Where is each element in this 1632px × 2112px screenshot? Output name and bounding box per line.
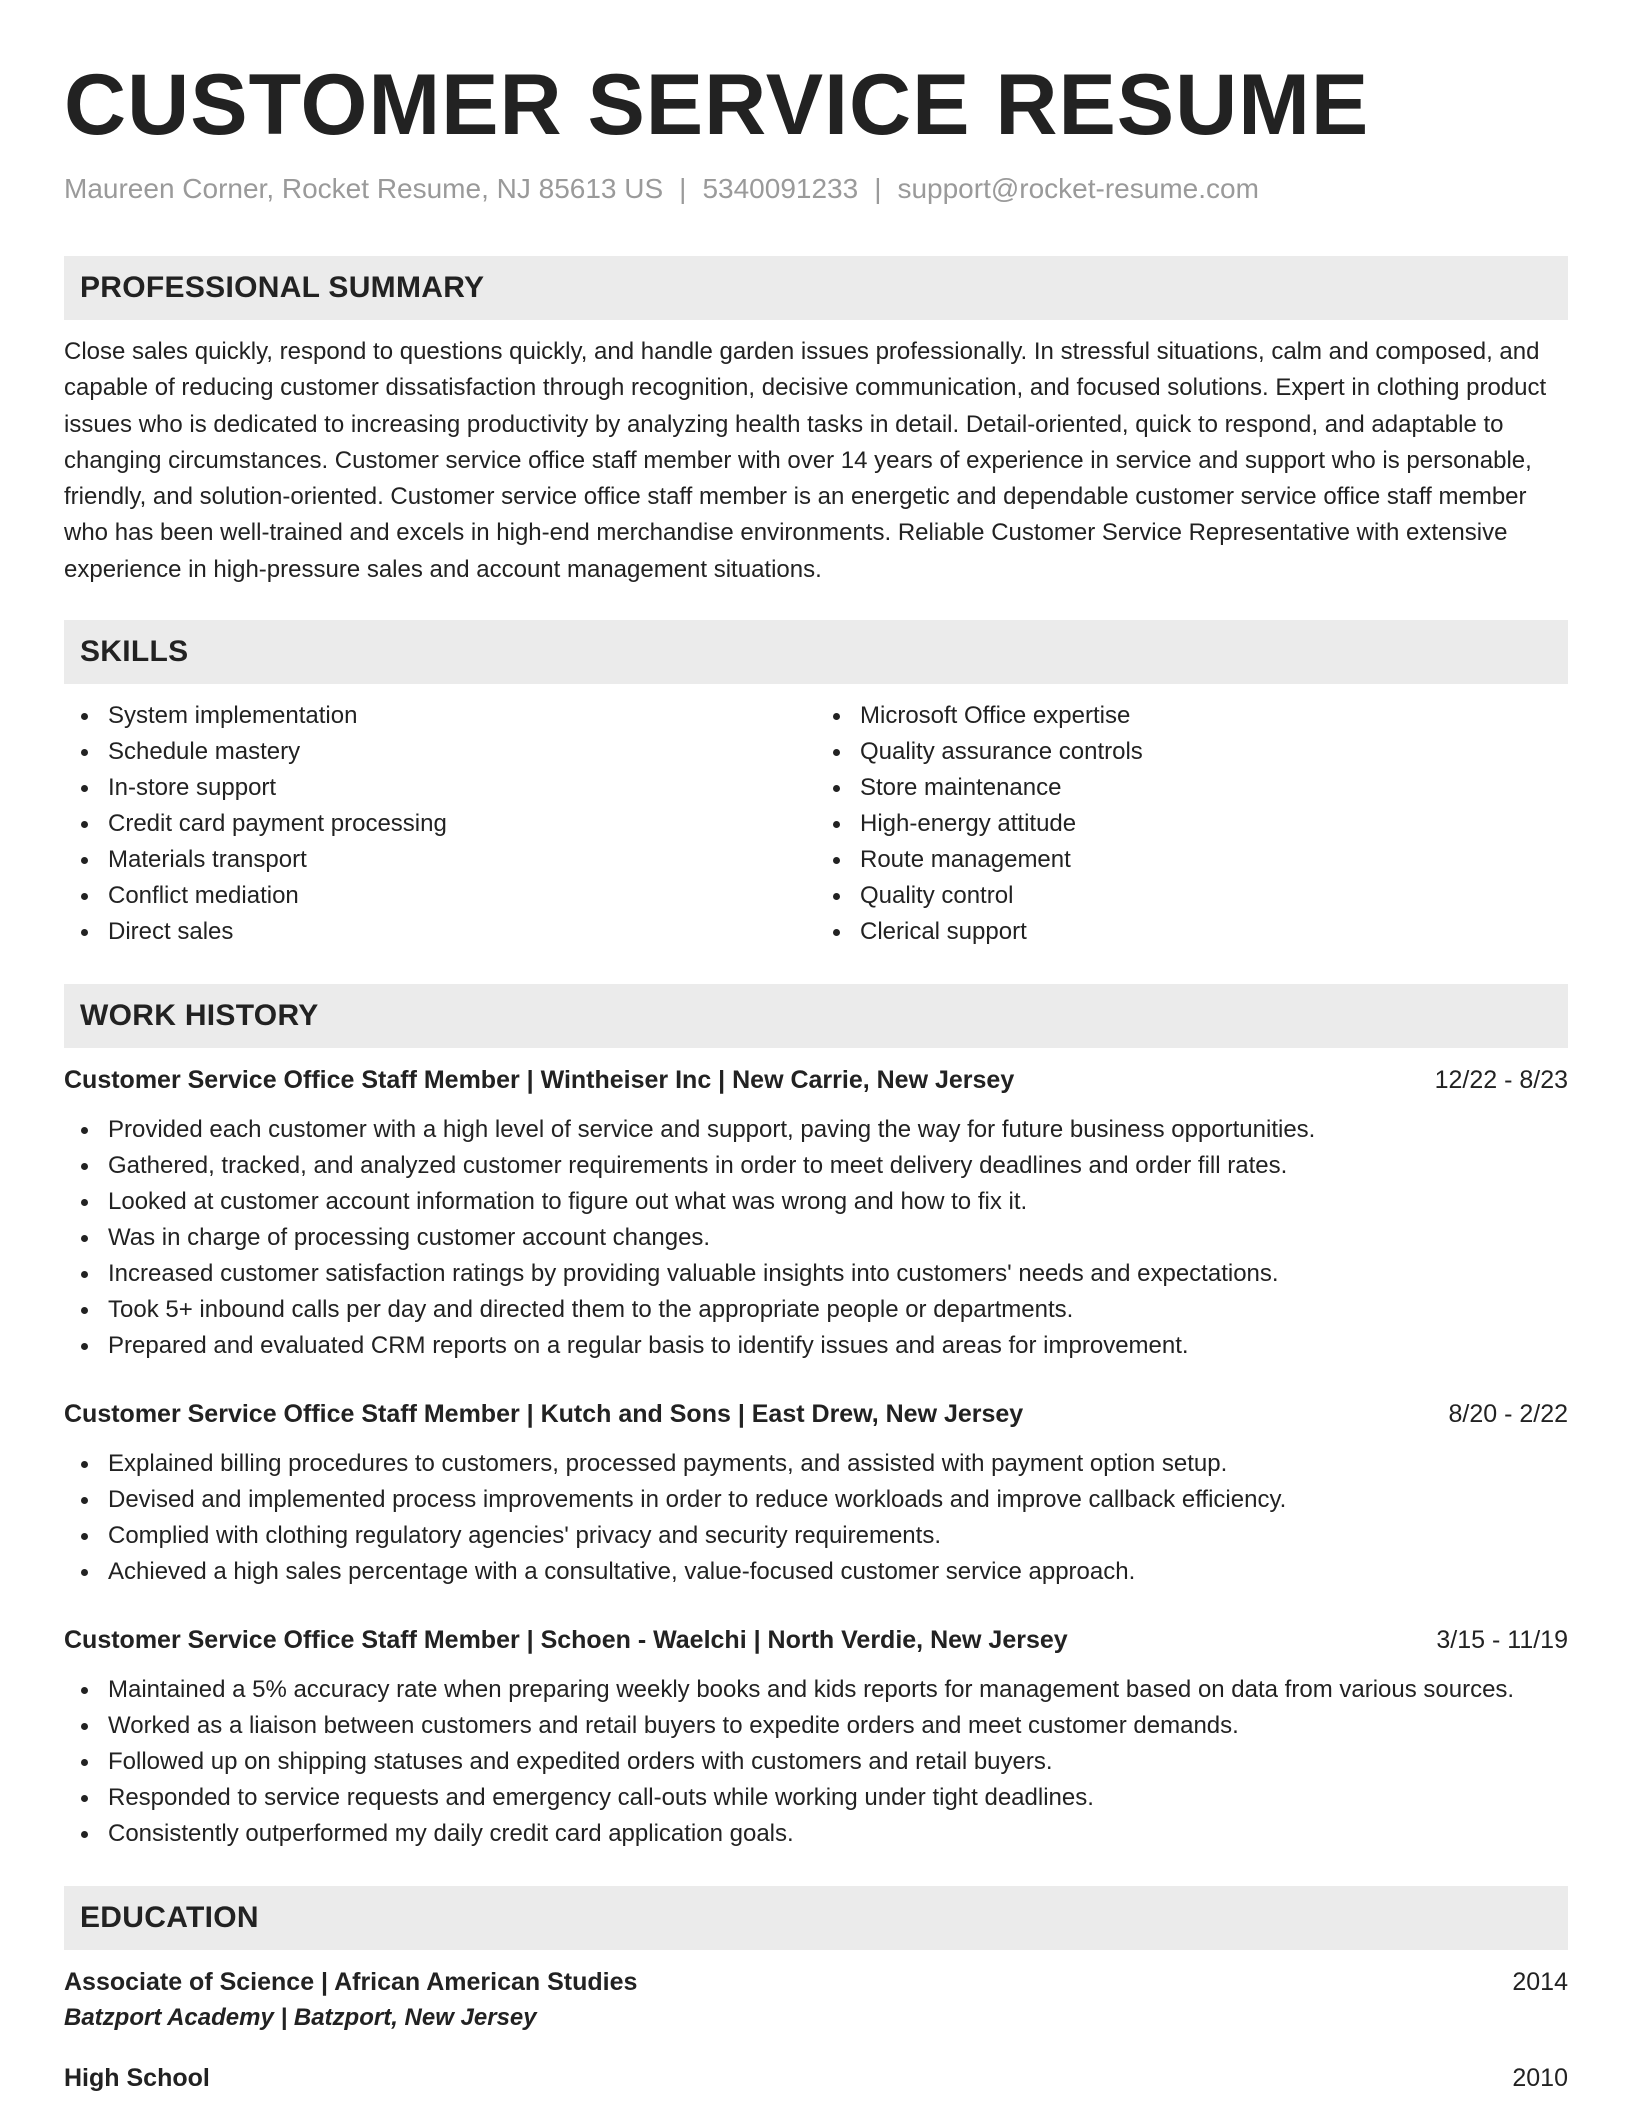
job-entry: [64, 1622, 1568, 1852]
section-header-skills: [64, 620, 1568, 684]
job-dates: 12/22 - 8/23: [1434, 1066, 1568, 1095]
skill-item: System implementation: [64, 698, 816, 734]
section-title-summary: PROFESSIONAL SUMMARY: [80, 271, 485, 304]
education-header: [64, 1964, 1568, 2000]
skills-column-left: [64, 698, 816, 950]
summary-text: Close sales quickly, respond to questions quickly, and handle garden issues professionally. In stressful situations, calm and composed, and capable of reducing customer dissatisfaction through recognition, decisive communication, and focused solutions. Expert in clothing product issues who is dedicated to increasing productivity by analyzing health tasks in detail. Detail-oriented, quick to respond, and adaptable to changing circumstances. Customer service office staff member with over 14 years of experience in service and support who is personable, friendly, and solution-oriented. Customer service office staff member is an energetic and dependable customer service office staff member who has been well-trained and excels in high-end merchandise environments. Reliable Customer Service Representative with extensive experience in high-pressure sales and account management situations.: [64, 338, 1547, 583]
job-bullet: Was in charge of processing customer account changes.: [64, 1220, 1568, 1256]
section-header-education: [64, 1886, 1568, 1950]
skill-item: In-store support: [64, 770, 816, 806]
job-bullet: Devised and implemented process improvements in order to reduce workloads and improve callback efficiency.: [64, 1482, 1568, 1518]
skill-item: Store maintenance: [816, 770, 1568, 806]
skill-item: Quality assurance controls: [816, 734, 1568, 770]
job-bullets: [64, 1112, 1568, 1364]
contact-phone: 5340091233: [702, 173, 859, 204]
skills-column-right: [816, 698, 1568, 950]
skill-item: Materials transport: [64, 842, 816, 878]
job-header: [64, 1396, 1568, 1432]
job-title: Customer Service Office Staff Member | Kutch and Sons | East Drew, New Jersey: [64, 1400, 1024, 1429]
skill-item: Credit card payment processing: [64, 806, 816, 842]
section-title-skills: SKILLS: [80, 635, 189, 669]
education-entry: [64, 1964, 1568, 2036]
job-bullet: Prepared and evaluated CRM reports on a regular basis to identify issues and areas for improvement.: [64, 1328, 1568, 1364]
skill-item: Clerical support: [816, 914, 1568, 950]
education-year: 2014: [1512, 1968, 1568, 1997]
section-title-work: WORK HISTORY: [80, 999, 319, 1033]
education-year: 2010: [1512, 2064, 1568, 2093]
job-bullet: Gathered, tracked, and analyzed customer requirements in order to meet delivery deadlines and order fill rates.: [64, 1148, 1568, 1184]
job-title: Customer Service Office Staff Member | Schoen - Waelchi | North Verdie, New Jersey: [64, 1626, 1068, 1655]
job-bullet: Worked as a liaison between customers and retail buyers to expedite orders and meet customer demands.: [64, 1708, 1568, 1744]
job-bullet: Increased customer satisfaction ratings by providing valuable insights into customers' needs and expectations.: [64, 1256, 1568, 1292]
section-header-summary: [64, 256, 1568, 320]
job-entry: [64, 1396, 1568, 1590]
contact-separator: |: [679, 173, 687, 204]
skill-item: Route management: [816, 842, 1568, 878]
job-bullets: [64, 1446, 1568, 1590]
job-bullet: Explained billing procedures to customers, processed payments, and assisted with payment option setup.: [64, 1446, 1568, 1482]
job-bullet: Took 5+ inbound calls per day and directed them to the appropriate people or departments.: [64, 1292, 1568, 1328]
skill-item: Conflict mediation: [64, 878, 816, 914]
education-entry: [64, 2060, 1568, 2096]
resume-title: CUSTOMER SERVICE RESUME: [64, 57, 1370, 153]
education-school: Batzport Academy | Batzport, New Jersey: [64, 2004, 537, 2032]
contact-address: Maureen Corner, Rocket Resume, NJ 85613 US: [64, 173, 664, 204]
job-bullet: Maintained a 5% accuracy rate when preparing weekly books and kids reports for management based on data from various sources.: [64, 1672, 1568, 1708]
job-bullet: Looked at customer account information to figure out what was wrong and how to fix it.: [64, 1184, 1568, 1220]
contact-separator: |: [874, 173, 882, 204]
education-header: [64, 2060, 1568, 2096]
job-bullet: Followed up on shipping statuses and expedited orders with customers and retail buyers.: [64, 1744, 1568, 1780]
skill-item: Quality control: [816, 878, 1568, 914]
section-header-work: [64, 984, 1568, 1048]
contact-line: [64, 172, 1568, 206]
skill-item: Direct sales: [64, 914, 816, 950]
job-dates: 8/20 - 2/22: [1448, 1400, 1568, 1429]
job-bullets: [64, 1672, 1568, 1852]
education-degree: Associate of Science | African American Studies: [64, 1968, 638, 1997]
job-bullet: Achieved a high sales percentage with a consultative, value-focused customer service approach.: [64, 1554, 1568, 1590]
skill-item: Schedule mastery: [64, 734, 816, 770]
job-entry: [64, 1062, 1568, 1364]
job-bullet: Consistently outperformed my daily credit card application goals.: [64, 1816, 1568, 1852]
skill-item: Microsoft Office expertise: [816, 698, 1568, 734]
job-header: [64, 1062, 1568, 1098]
education-degree: High School: [64, 2064, 210, 2093]
job-bullet: Complied with clothing regulatory agencies' privacy and security requirements.: [64, 1518, 1568, 1554]
job-bullet: Provided each customer with a high level of service and support, paving the way for future business opportunities.: [64, 1112, 1568, 1148]
job-title: Customer Service Office Staff Member | Wintheiser Inc | New Carrie, New Jersey: [64, 1066, 1015, 1095]
skills-list: [64, 698, 1568, 950]
contact-email: support@rocket-resume.com: [897, 173, 1259, 204]
skill-item: High-energy attitude: [816, 806, 1568, 842]
job-dates: 3/15 - 11/19: [1436, 1626, 1568, 1655]
job-header: [64, 1622, 1568, 1658]
job-bullet: Responded to service requests and emergency call-outs while working under tight deadlines.: [64, 1780, 1568, 1816]
section-title-education: EDUCATION: [80, 1901, 259, 1935]
